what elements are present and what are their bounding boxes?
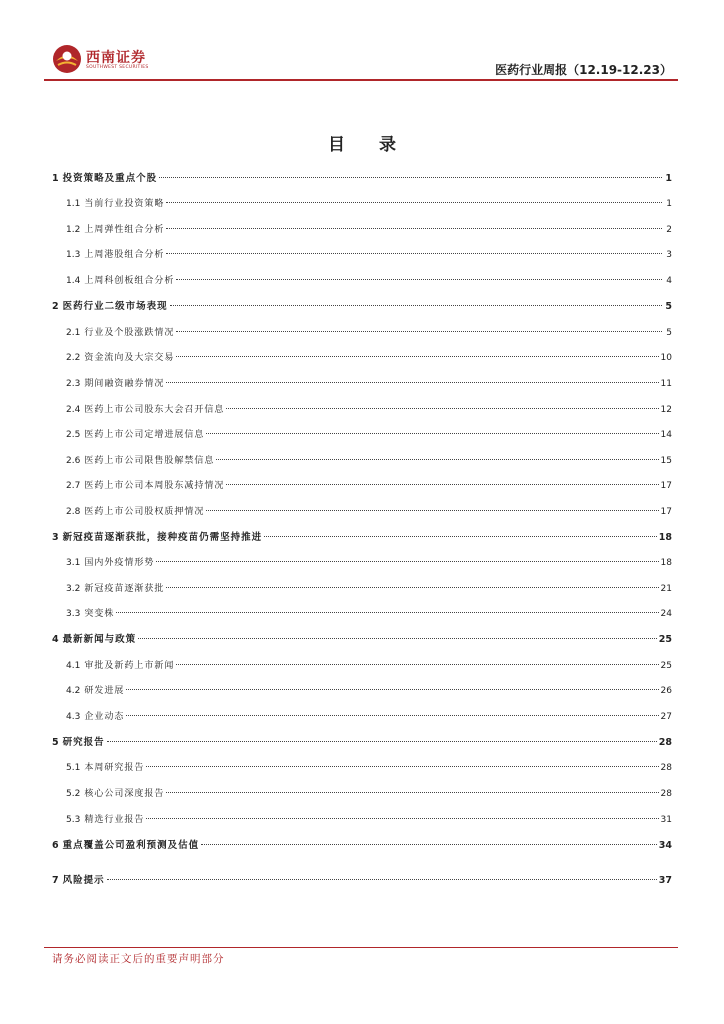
toc-entry-page-number: 2 xyxy=(666,225,672,235)
toc-entry-number: 3.1 xyxy=(66,558,81,568)
toc-entry-page-number: 1 xyxy=(665,173,672,184)
toc-subsection-link[interactable] xyxy=(66,684,672,698)
toc-subsection-link[interactable] xyxy=(66,351,672,365)
toc-entry-label: 企业动态 xyxy=(84,712,125,722)
toc-entry-page-number: 26 xyxy=(660,686,672,696)
toc-entry-label: 研究报告 xyxy=(62,737,105,748)
footer-disclaimer: 请务必阅读正文后的重要声明部分 xyxy=(52,953,225,965)
toc-section-link[interactable] xyxy=(52,874,672,888)
toc-entry-number: 3.3 xyxy=(66,609,81,619)
toc-subsection-link[interactable] xyxy=(66,659,672,673)
toc-dot-leader xyxy=(107,879,657,880)
toc-dot-leader xyxy=(206,433,658,434)
toc-entry-label: 当前行业投资策略 xyxy=(84,199,165,209)
toc-dot-leader xyxy=(206,510,658,511)
toc-dot-leader xyxy=(138,638,657,639)
page-header xyxy=(0,0,724,82)
toc-subsection-link[interactable] xyxy=(66,248,672,262)
toc-dot-leader xyxy=(126,689,658,690)
toc-entry-label: 医药上市公司本周股东减持情况 xyxy=(84,481,225,491)
toc-section-link[interactable] xyxy=(52,172,672,186)
toc-entry-number: 1 xyxy=(52,173,59,184)
toc-entry-label: 精选行业报告 xyxy=(84,815,145,825)
toc-dot-leader xyxy=(156,561,658,562)
toc-dot-leader xyxy=(176,664,658,665)
toc-entry-number: 2.8 xyxy=(66,507,81,517)
toc-entry-label: 医药上市公司股权质押情况 xyxy=(84,507,205,517)
toc-entry-page-number: 15 xyxy=(660,456,672,466)
toc-entry-label: 上周弹性组合分析 xyxy=(84,225,165,235)
toc-subsection-link[interactable] xyxy=(66,197,672,211)
toc-entry-number: 4.3 xyxy=(66,712,81,722)
toc-entry-page-number: 3 xyxy=(666,250,672,260)
toc-dot-leader xyxy=(226,484,658,485)
toc-entry-page-number: 28 xyxy=(660,789,672,799)
toc-dot-leader xyxy=(176,331,662,332)
toc-entry-number: 1.1 xyxy=(66,199,81,209)
toc-entry-page-number: 11 xyxy=(660,379,672,389)
toc-entry-label: 医药上市公司定增进展信息 xyxy=(84,430,205,440)
toc-dot-leader xyxy=(146,818,658,819)
toc-dot-leader xyxy=(170,305,662,306)
toc-entry-number: 2.5 xyxy=(66,430,81,440)
toc-dot-leader xyxy=(166,228,662,229)
toc-subsection-link[interactable] xyxy=(66,607,672,621)
toc-subsection-link[interactable] xyxy=(66,582,672,596)
toc-entry-label: 行业及个股涨跌情况 xyxy=(84,328,175,338)
toc-section-link[interactable] xyxy=(52,300,672,314)
toc-entry-page-number: 1 xyxy=(666,199,672,209)
toc-dot-leader xyxy=(201,844,657,845)
toc-dot-leader xyxy=(166,202,662,203)
footer-divider xyxy=(44,947,678,948)
toc-dot-leader xyxy=(146,766,658,767)
toc-dot-leader xyxy=(226,408,658,409)
toc-dot-leader xyxy=(166,587,658,588)
toc-entry-number: 2.3 xyxy=(66,379,81,389)
toc-entry-label: 最新新闻与政策 xyxy=(62,634,137,645)
toc-entry-page-number: 5 xyxy=(665,301,672,312)
toc-entry-label: 资金流向及大宗交易 xyxy=(84,353,175,363)
toc-subsection-link[interactable] xyxy=(66,403,672,417)
toc-entry-number: 6 xyxy=(52,840,59,851)
toc-entry-number: 1.4 xyxy=(66,276,81,286)
toc-entry-label: 新冠疫苗逐渐获批，接种疫苗仍需坚持推进 xyxy=(62,532,263,543)
toc-entry-page-number: 24 xyxy=(660,609,672,619)
header-divider xyxy=(44,79,678,81)
toc-entry-label: 上周港股组合分析 xyxy=(84,250,165,260)
toc-entry-page-number: 28 xyxy=(658,737,672,748)
toc-entry-label: 突变株 xyxy=(84,609,115,619)
toc-subsection-link[interactable] xyxy=(66,710,672,724)
toc-entry-page-number: 25 xyxy=(658,634,672,645)
toc-entry-number: 2.7 xyxy=(66,481,81,491)
toc-entry-number: 1.2 xyxy=(66,225,81,235)
toc-entry-page-number: 37 xyxy=(658,875,672,886)
toc-entry-label: 医药行业二级市场表现 xyxy=(62,301,168,312)
toc-entry-page-number: 31 xyxy=(660,815,672,825)
toc-section-link[interactable] xyxy=(52,839,672,853)
toc-entry-page-number: 4 xyxy=(666,276,672,286)
toc-entry-label: 医药上市公司限售股解禁信息 xyxy=(84,456,215,466)
toc-dot-leader xyxy=(107,741,657,742)
toc-entry-number: 7 xyxy=(52,875,59,886)
toc-entry-page-number: 21 xyxy=(660,584,672,594)
toc-section-link[interactable] xyxy=(52,736,672,750)
toc-entry-number: 4 xyxy=(52,634,59,645)
toc-subsection-link[interactable] xyxy=(66,377,672,391)
toc-entry-page-number: 18 xyxy=(660,558,672,568)
toc-subsection-link[interactable] xyxy=(66,787,672,801)
toc-entry-number: 5.2 xyxy=(66,789,81,799)
toc-entry-number: 3 xyxy=(52,532,59,543)
toc-entry-label: 本周研究报告 xyxy=(84,763,145,773)
toc-entry-page-number: 17 xyxy=(660,507,672,517)
toc-entry-label: 期间融资融券情况 xyxy=(84,379,165,389)
toc-section-link[interactable] xyxy=(52,531,672,545)
toc-dot-leader xyxy=(176,279,662,280)
toc-dot-leader xyxy=(126,715,658,716)
toc-entry-number: 2.4 xyxy=(66,405,81,415)
toc-entry-number: 4.1 xyxy=(66,661,81,671)
toc-dot-leader xyxy=(166,382,658,383)
toc-entry-label: 上周科创板组合分析 xyxy=(84,276,175,286)
toc-entry-page-number: 12 xyxy=(660,405,672,415)
toc-entry-number: 4.2 xyxy=(66,686,81,696)
toc-entry-label: 新冠疫苗逐渐获批 xyxy=(84,584,165,594)
toc-subsection-link[interactable] xyxy=(66,761,672,775)
toc-entry-page-number: 27 xyxy=(660,712,672,722)
toc-entry-label: 重点覆盖公司盈利预测及估值 xyxy=(62,840,200,851)
toc-entry-number: 1.3 xyxy=(66,250,81,260)
toc-dot-leader xyxy=(159,177,662,178)
toc-dot-leader xyxy=(116,612,658,613)
toc-dot-leader xyxy=(264,536,657,537)
toc-dot-leader xyxy=(166,792,658,793)
company-logo xyxy=(52,44,152,76)
logo-mark-icon xyxy=(52,44,82,74)
toc-title: 目 录 xyxy=(328,135,410,155)
toc-entry-label: 医药上市公司股东大会召开信息 xyxy=(84,405,225,415)
toc-entry-label: 投资策略及重点个股 xyxy=(62,173,158,184)
toc-entry-number: 2.2 xyxy=(66,353,81,363)
toc-subsection-link[interactable] xyxy=(66,813,672,827)
toc-entry-page-number: 34 xyxy=(658,840,672,851)
toc-entry-page-number: 25 xyxy=(660,661,672,671)
toc-entry-number: 5 xyxy=(52,737,59,748)
toc-subsection-link[interactable] xyxy=(66,556,672,570)
toc-entry-number: 3.2 xyxy=(66,584,81,594)
toc-subsection-link[interactable] xyxy=(66,428,672,442)
toc-section-link[interactable] xyxy=(52,633,672,647)
toc-entry-page-number: 5 xyxy=(666,328,672,338)
toc-entry-page-number: 14 xyxy=(660,430,672,440)
logo-english-name: SOUTHWEST SECURITIES xyxy=(86,65,149,70)
toc-entry-number: 2.6 xyxy=(66,456,81,466)
toc-dot-leader xyxy=(166,253,662,254)
toc-entry-label: 研发进展 xyxy=(84,686,125,696)
toc-subsection-link[interactable] xyxy=(66,505,672,519)
report-title: 医药行业周报（12.19-12.23） xyxy=(495,63,672,77)
toc-entry-label: 核心公司深度报告 xyxy=(84,789,165,799)
toc-entry-page-number: 28 xyxy=(660,763,672,773)
toc-subsection-link[interactable] xyxy=(66,274,672,288)
toc-subsection-link[interactable] xyxy=(66,479,672,493)
toc-entry-label: 审批及新药上市新闻 xyxy=(84,661,175,671)
toc-entry-page-number: 17 xyxy=(660,481,672,491)
toc-entry-number: 2.1 xyxy=(66,328,81,338)
toc-subsection-link[interactable] xyxy=(66,223,672,237)
toc-dot-leader xyxy=(176,356,658,357)
toc-entry-page-number: 10 xyxy=(660,353,672,363)
toc-entry-label: 国内外疫情形势 xyxy=(84,558,155,568)
toc-entry-page-number: 18 xyxy=(658,532,672,543)
logo-chinese-name: 西南证券 xyxy=(86,50,146,66)
toc-subsection-link[interactable] xyxy=(66,326,672,340)
toc-entry-number: 2 xyxy=(52,301,59,312)
toc-entry-label: 风险提示 xyxy=(62,875,105,886)
toc-entry-number: 5.1 xyxy=(66,763,81,773)
toc-dot-leader xyxy=(216,459,658,460)
toc-subsection-link[interactable] xyxy=(66,454,672,468)
toc-entry-number: 5.3 xyxy=(66,815,81,825)
